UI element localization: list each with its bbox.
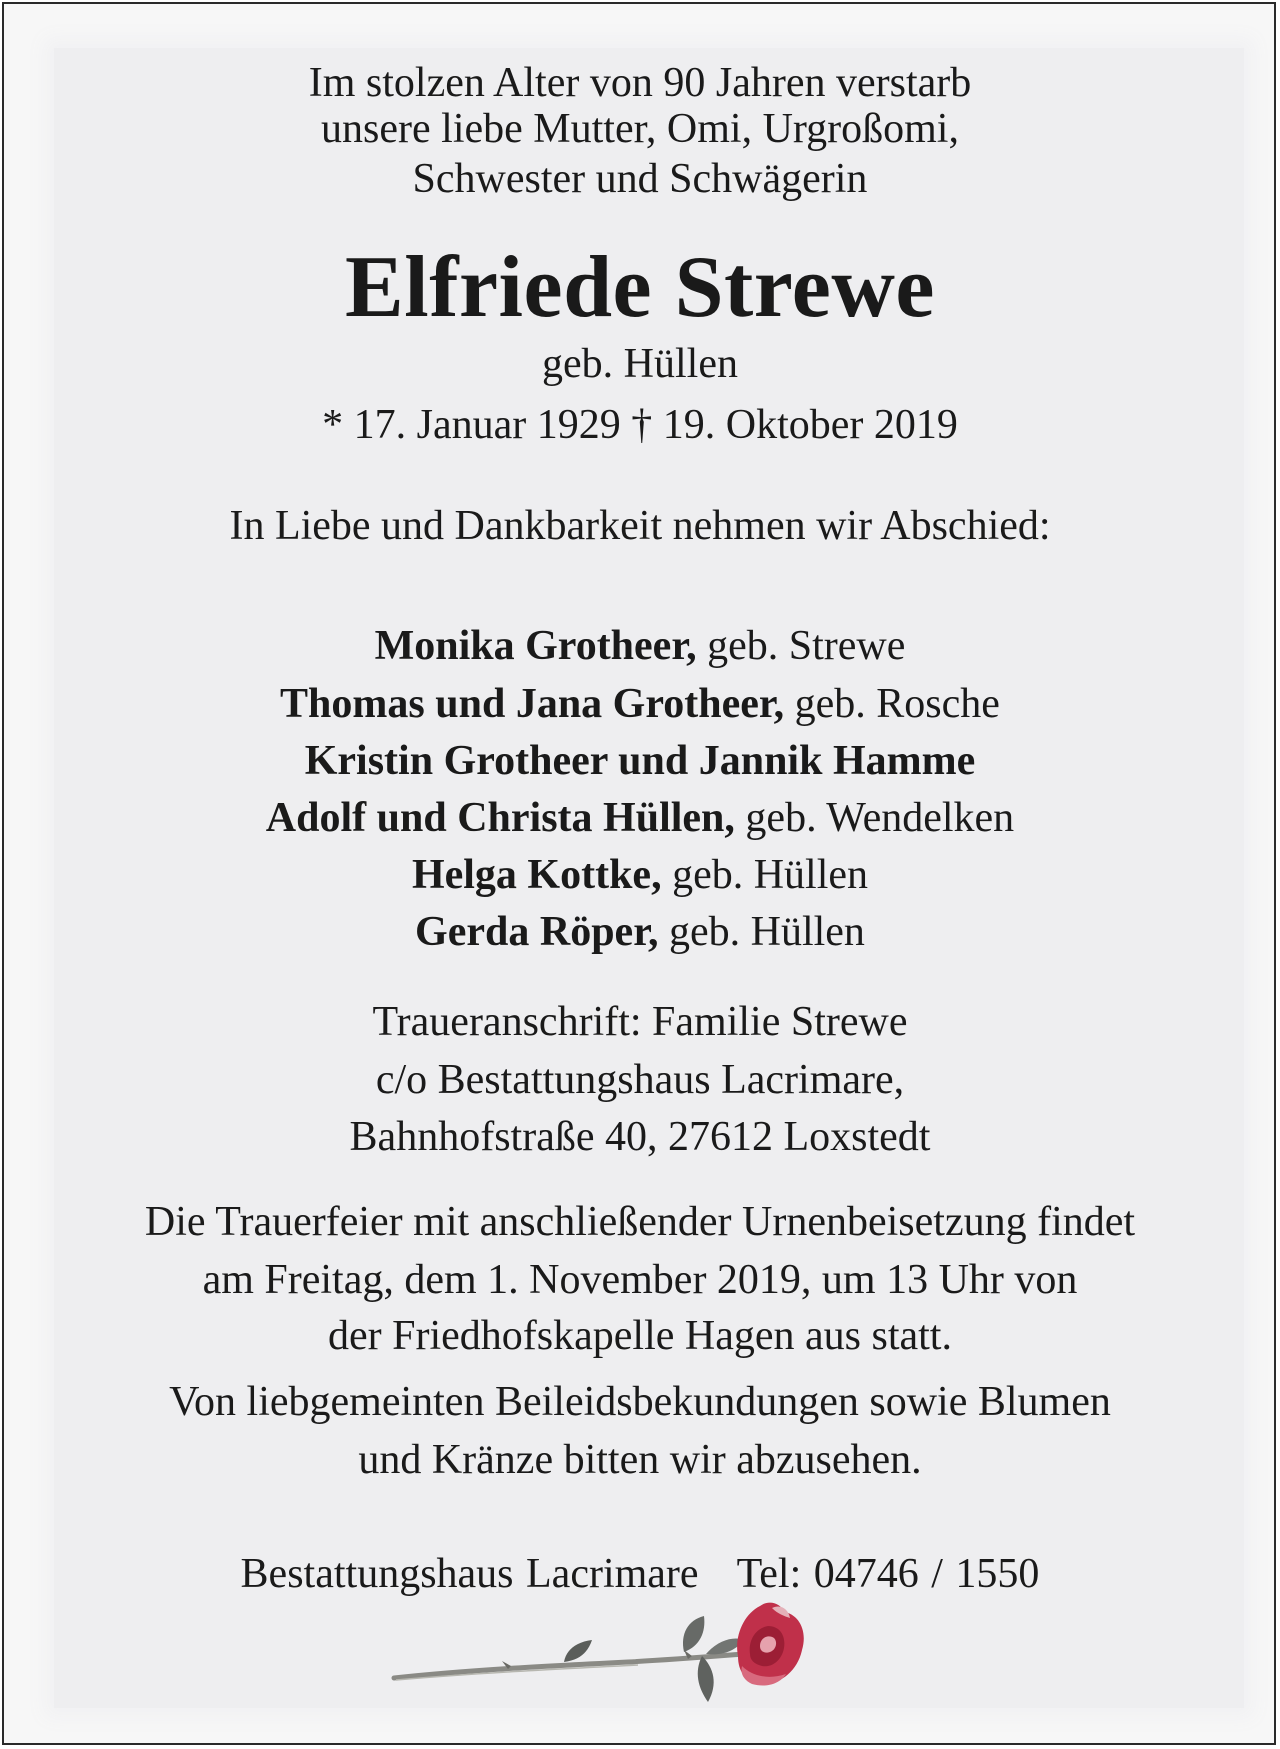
farewell-line: In Liebe und Dankbarkeit nehmen wir Abschied: [229, 503, 1051, 549]
rose-icon [388, 1596, 838, 1726]
intro-line-1: Im stolzen Alter von 90 Jahren verstarb [308, 60, 972, 106]
ceremony-line-2: am Freitag, dem 1. November 2019, um 13 Uhr von [202, 1257, 1078, 1303]
deceased-dates: * 17. Januar 1929 † 19. Oktober 2019 [322, 402, 958, 448]
mourner-6-note: geb. Hüllen [658, 909, 865, 955]
intro-line-2: unsere liebe Mutter, Omi, Urgroßomi, [321, 106, 959, 152]
mourner-2-note: geb. Rosche [784, 681, 1000, 727]
mourner-4 [0, 792, 1280, 844]
mourner-5 [0, 849, 1280, 901]
ceremony-line-1: Die Trauerfeier mit anschließender Urnenbeisetzung findet [144, 1199, 1136, 1245]
mourner-6 [0, 906, 1280, 958]
mourner-1 [0, 620, 1280, 672]
rose-leaf-upper [683, 1616, 704, 1652]
deceased-maiden-name: geb. Hüllen [542, 341, 738, 387]
mourner-6-name: Gerda Röper, [415, 909, 659, 955]
request-line-1: Von liebgemeinten Beileidsbekundungen sowie Blumen [169, 1379, 1111, 1425]
intro-line-3: Schwester und Schwägerin [412, 156, 868, 202]
request-line-2: und Kränze bitten wir abzusehen. [358, 1437, 922, 1483]
mourner-4-note: geb. Wendelken [734, 795, 1015, 841]
deceased-name: Elfriede Strewe [345, 239, 935, 336]
address-line-1: Traueranschrift: Familie Strewe [372, 999, 908, 1045]
footer-line [0, 1548, 1280, 1600]
mourner-5-note: geb. Hüllen [661, 852, 869, 898]
mourner-4-name: Adolf und Christa Hüllen, [265, 795, 735, 841]
mourner-5-name: Helga Kottke, [411, 852, 662, 898]
rose-leaf-small [564, 1640, 592, 1662]
rose-leaf-lower [698, 1656, 714, 1702]
ceremony-line-3: der Friedhofskapelle Hagen aus statt. [328, 1313, 952, 1359]
address-line-2: c/o Bestattungshaus Lacrimare, [375, 1057, 905, 1103]
mourner-2-name: Thomas und Jana Grotheer, [280, 681, 785, 727]
mourner-3 [0, 735, 1280, 787]
mourner-2 [0, 678, 1280, 730]
mourner-3-name: Kristin Grotheer und Jannik Hamme [304, 738, 976, 784]
address-line-3: Bahnhofstraße 40, 27612 Loxstedt [349, 1114, 931, 1160]
undertaker-name: Bestattungshaus Lacrimare [240, 1551, 699, 1597]
mourner-1-note: geb. Strewe [696, 623, 906, 669]
undertaker-phone: Tel: 04746 / 1550 [736, 1551, 1040, 1597]
mourner-1-name: Monika Grotheer, [374, 623, 697, 669]
